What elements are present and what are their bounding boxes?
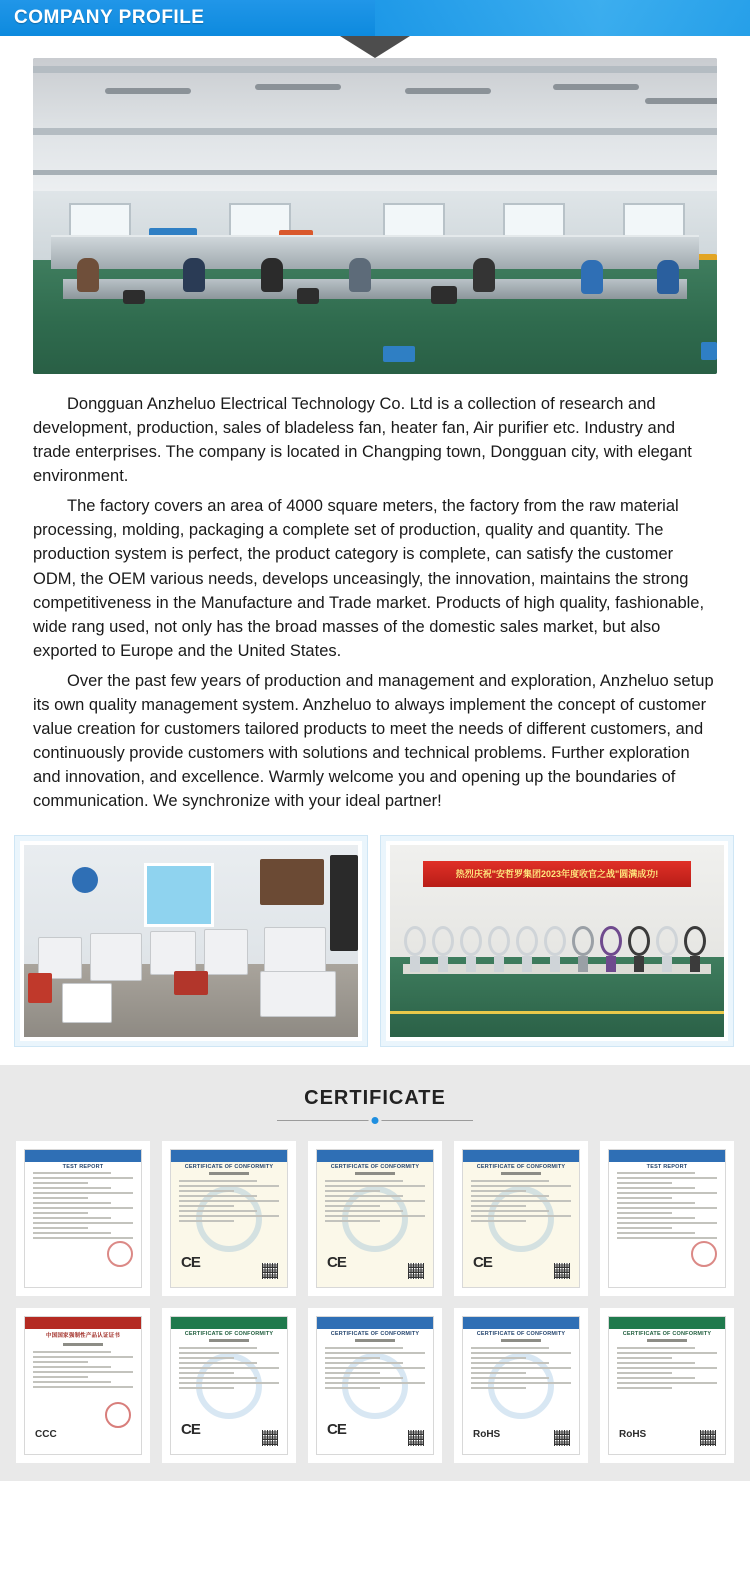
certificate-thumbnail[interactable] — [600, 1308, 734, 1463]
qr-code-icon — [700, 1430, 716, 1446]
certificate-thumbnail[interactable] — [454, 1141, 588, 1296]
ceiling-fan-icon — [105, 88, 191, 94]
gallery-row — [0, 819, 750, 1047]
certificate-thumbnail[interactable] — [600, 1141, 734, 1296]
worker — [657, 260, 679, 294]
bladeless-fan — [544, 926, 566, 972]
page-title: COMPANY PROFILE — [14, 7, 205, 28]
product-unit — [431, 286, 457, 304]
qr-code-icon — [262, 1263, 278, 1279]
showroom-banner: 热烈庆祝"安哲罗集团2023年度收官之战"圆满成功! — [423, 861, 690, 887]
hero-photo-wrap — [0, 58, 750, 374]
red-equipment — [28, 973, 52, 1003]
doc-header-band — [171, 1317, 287, 1329]
worker — [77, 258, 99, 292]
qr-code-icon — [554, 1430, 570, 1446]
ce-mark: CE — [181, 1254, 200, 1272]
rohs-mark: RoHS — [473, 1429, 501, 1441]
worker — [473, 258, 495, 292]
certificate-thumbnail[interactable] — [308, 1141, 442, 1296]
company-profile-text — [0, 374, 750, 813]
doc-header-band — [317, 1317, 433, 1329]
header-gradient-accent — [375, 0, 750, 36]
bladeless-fan — [432, 926, 454, 972]
qr-code-icon — [554, 1263, 570, 1279]
doc-header-band — [25, 1317, 141, 1329]
certificate-thumbnail[interactable] — [16, 1308, 150, 1463]
bladeless-fan — [460, 926, 482, 972]
certificate-caption: CERTIFICATE OF CONFORMITY — [476, 1331, 566, 1338]
profile-paragraph-2: The factory covers an area of 4000 square meters, the factory from the raw material processing, molding, packaging a complete set of production, quality and quantity. The production system is perfect, the product category is complete, can satisfy the customer ODM, the OEM various needs, develops unceasingly, the innovation, maintains the strong competitiveness in the Manufacture and Trade market. Products of high quality, fashionable, wide rang used, not only has the broad masses of the domestic sales market, but also exported to Europe and the United States. — [33, 497, 705, 660]
ce-mark: CE — [327, 1254, 346, 1272]
certificate-caption: 中国国家强制性产品认证证书 — [45, 1333, 121, 1340]
certificate-thumbnail[interactable] — [162, 1308, 296, 1463]
certificate-caption: CERTIFICATE OF CONFORMITY — [184, 1331, 274, 1338]
certificate-thumbnail[interactable] — [308, 1308, 442, 1463]
ceiling-beam — [33, 66, 717, 73]
bladeless-fan — [572, 926, 594, 972]
product-unit — [123, 290, 145, 304]
ce-mark: CE — [473, 1254, 492, 1272]
ce-mark: CE — [327, 1421, 346, 1439]
worker — [261, 258, 283, 292]
bladeless-fan — [656, 926, 678, 972]
ce-mark: CE — [181, 1421, 200, 1439]
doc-header-band — [25, 1150, 141, 1162]
printer-unit — [260, 971, 336, 1017]
office-machine — [204, 929, 248, 975]
product-unit — [297, 288, 319, 304]
qr-code-icon — [262, 1430, 278, 1446]
equipment-rack — [330, 855, 358, 951]
certificate-caption: CERTIFICATE OF CONFORMITY — [622, 1331, 712, 1338]
bladeless-fan — [488, 926, 510, 972]
doc-header-band — [171, 1150, 287, 1162]
white-box — [62, 983, 112, 1023]
bladeless-fan-showroom-photo — [380, 835, 734, 1047]
ceiling-fan-icon — [255, 84, 341, 90]
bladeless-fan — [628, 926, 650, 972]
bladeless-fan — [516, 926, 538, 972]
bladeless-fan — [404, 926, 426, 972]
ceiling-fan-icon — [645, 98, 717, 104]
section-header-bar — [0, 0, 750, 36]
doc-header-band — [463, 1317, 579, 1329]
office-equipment-room-photo — [14, 835, 368, 1047]
qr-code-icon — [408, 1263, 424, 1279]
official-seal — [107, 1241, 133, 1267]
certificate-caption: TEST REPORT — [62, 1164, 104, 1171]
doc-header-band — [609, 1317, 725, 1329]
bladeless-fan — [600, 926, 622, 972]
header-arrow-marker — [0, 36, 750, 58]
ceiling-beam — [33, 170, 717, 175]
office-machine — [150, 931, 196, 975]
official-seal — [691, 1241, 717, 1267]
window — [144, 863, 214, 927]
wall-cabinet — [260, 859, 324, 905]
certificate-section — [0, 1065, 750, 1481]
floor-marking-line — [390, 1011, 724, 1014]
red-equipment — [174, 971, 208, 995]
certificate-caption: CERTIFICATE OF CONFORMITY — [330, 1331, 420, 1338]
floor — [33, 260, 717, 374]
worker — [581, 260, 603, 294]
certificate-thumbnail[interactable] — [16, 1141, 150, 1296]
profile-paragraph-3: Over the past few years of production and management and exploration, Anzheluo setup its own quality management system. Anzheluo to always implement the concept of customer value creation for customers tailored products to meet the needs of different customers, and continuously provide customers with solutions and technical problems. Further exploration and innovation, and excellence. Warmly welcome you and opening up the boundaries of communication. We synchronize with your ideal partner! — [33, 671, 714, 811]
ceiling-fan-icon — [553, 84, 639, 90]
floor-bin — [701, 342, 717, 360]
ceiling-beam — [33, 128, 717, 135]
certificate-caption: CERTIFICATE OF CONFORMITY — [476, 1164, 566, 1171]
certificate-thumbnail[interactable] — [162, 1141, 296, 1296]
doc-header-band — [317, 1150, 433, 1162]
certificate-caption: CERTIFICATE OF CONFORMITY — [184, 1164, 274, 1171]
office-machine — [90, 933, 142, 981]
certificate-title: CERTIFICATE — [304, 1087, 446, 1110]
qr-code-icon — [408, 1430, 424, 1446]
doc-header-band — [609, 1150, 725, 1162]
certificate-caption: CERTIFICATE OF CONFORMITY — [330, 1164, 420, 1171]
ceiling-fan-icon — [405, 88, 491, 94]
title-divider — [277, 1120, 473, 1121]
certificate-grid — [0, 1121, 750, 1463]
floor-bin — [383, 346, 415, 362]
worker — [183, 258, 205, 292]
factory-assembly-line-photo — [33, 58, 717, 374]
official-seal — [105, 1402, 131, 1428]
certificate-caption: TEST REPORT — [646, 1164, 688, 1171]
doc-header-band — [463, 1150, 579, 1162]
rohs-mark: RoHS — [619, 1429, 647, 1441]
bladeless-fan — [684, 926, 706, 972]
certificate-thumbnail[interactable] — [454, 1308, 588, 1463]
worker — [349, 258, 371, 292]
ccc-mark: CCC — [35, 1429, 57, 1441]
profile-paragraph-1: Dongguan Anzheluo Electrical Technology Co. Ltd is a collection of research and development, production, sales of bladeless fan, heater fan, Air purifier etc. Industry and trade enterprises. The company is located in Changping town, Dongguan city, with elegant environment. — [33, 395, 692, 486]
